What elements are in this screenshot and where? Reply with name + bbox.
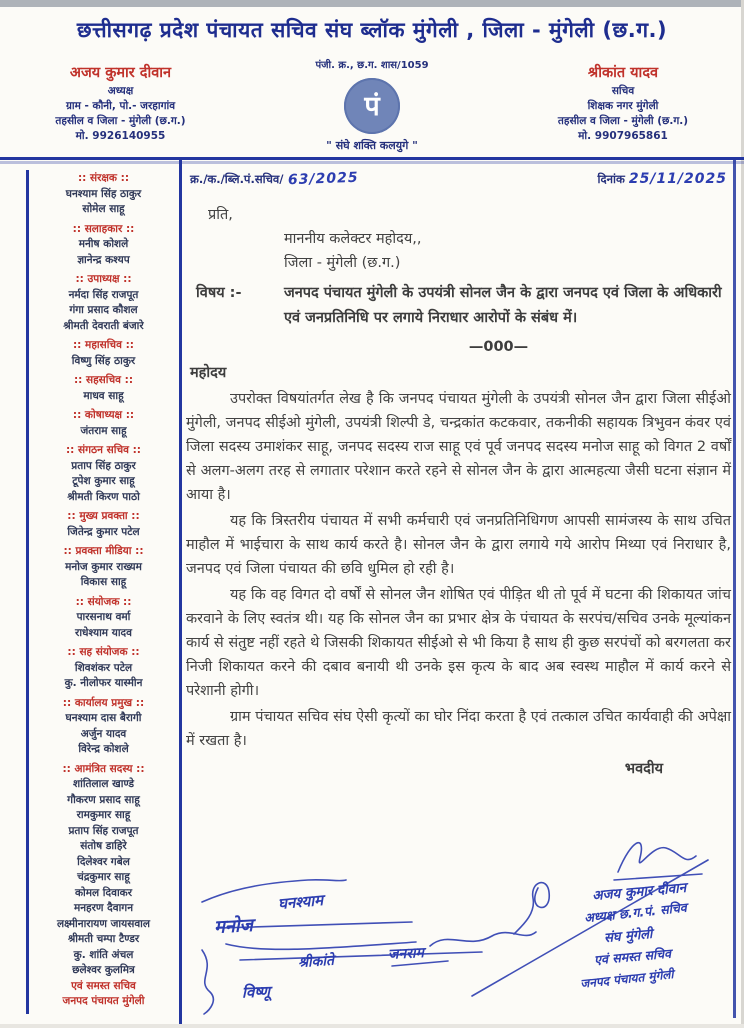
sidebar-line: श्रीमती देवराती बंजारे	[63, 319, 144, 332]
sidebar-line: नर्मदा सिंह राजपूत	[68, 288, 139, 301]
sidebar-line: संतोष डाहिरे	[80, 840, 127, 852]
subject-label: विषय :-	[196, 285, 242, 301]
sidebar-line: लक्ष्मीनारायण जायसवाल	[56, 917, 151, 930]
secretary-name: श्रीकांत यादव	[587, 65, 659, 81]
secretary-phone: मो. 9907965861	[578, 130, 668, 142]
sidebar-line: एवं समस्त सचिव	[71, 979, 136, 992]
sidebar-line: मनीष कोशले	[78, 238, 129, 250]
sidebar-line: रामकुमार साहू	[76, 809, 131, 821]
secretary-role: सचिव	[611, 85, 635, 97]
union-motto: " संघे शक्ति कलयुगे "	[326, 139, 418, 152]
letter-paragraph: यह कि वह विगत दो वर्षों से सोनल जैन शोषित एवं पीड़ित थी तो पूर्व में घटना की शिकायत जांच करवाने के लिए स्वतंत्र थी। यह कि सोनल जैन का प्रभार क्षेत्र के पंचायत के सरपंच/सचिव उनके मूल्यांकन कार्य से संतुष्ट नहीं रहते थे जिसकी शिकायत सीईओ से भी किया है साथ ही कुछ सरपंचों को बरगलता कर निजी शिकायत करने की दबाव बनायी थी उनके इस कृत्य के बाद अब स्वस्थ माहौल में कार्य करने से परेशानी होगी।	[186, 587, 731, 699]
sidebar-main-divider	[179, 158, 182, 1024]
organization-title: छत्तीसगढ़ प्रदेश पंचायत सचिव संघ ब्लॉक मुंगेली , जिला - मुंगेली (छ.ग.)	[76, 18, 668, 42]
president-name: अजय कुमार दीवान	[69, 65, 172, 81]
secretary-address-line2: तहसील व जिला - मुंगेली (छ.ग.)	[557, 115, 689, 127]
signature-name-left-4: जनराम	[387, 945, 425, 963]
sidebar-section-heading: :: उपाध्यक्ष ::	[75, 273, 132, 285]
sidebar-line: टूपेश कुमार साहू	[72, 475, 135, 487]
sidebar-section-heading: :: सह संयोजक ::	[67, 646, 140, 658]
sidebar-section-heading: :: महासचिव ::	[72, 339, 134, 351]
letter-paragraph: यह कि त्रिस्तरीय पंचायत में सभी कर्मचारी एवं जनप्रतिनिधिगण आपसी सामंजस्य के साथ उचित माहौल में भाईचारा के साथ कार्य करते है। सोनल जैन के द्वारा लगाये गये आरोप मिथ्या एवं निराधार है, जनपद एवं जिला पंचायत की छवि धुमिल हो रही है।	[186, 513, 731, 577]
sidebar-line: अर्जुन यादव	[80, 727, 127, 740]
sidebar-line: चंद्रकुमार साहू	[77, 871, 130, 883]
recipient-line1: माननीय कलेक्टर महोदय,,	[284, 231, 422, 247]
reference-row	[186, 161, 731, 191]
sidebar-line: जंतराम साहू	[80, 424, 127, 437]
sidebar-line: गौकरण प्रसाद साहू	[67, 793, 140, 806]
letter-paragraph: ग्राम पंचायत सचिव संघ ऐसी कृत्यों का घोर निंदा करता है एवं तत्काल उचित कार्यवाही की अपेक्षा में रखता है।	[186, 709, 731, 749]
signatures-area	[180, 830, 744, 1024]
sidebar-line: जितेन्द्र कुमार पटेल	[67, 525, 140, 538]
registration-number: पंजी. क्र., छ.ग. शास/1059	[315, 60, 429, 71]
sidebar-line: शांतिलाल खाण्डे	[72, 778, 135, 790]
sidebar-left-border	[26, 170, 29, 1014]
date-value-handwritten: 25/11/2025	[628, 171, 727, 187]
letter-paragraphs	[186, 387, 731, 753]
sidebar-section-heading: :: प्रवक्ता मीडिया ::	[63, 545, 144, 557]
reference-number	[190, 167, 358, 191]
sidebar-section-heading: :: कोषाध्यक्ष ::	[72, 409, 135, 421]
header-president-block	[28, 66, 213, 144]
signature-name-left-3: श्रीकांते	[297, 952, 335, 972]
signature-name-left-5: विष्णू	[241, 982, 271, 1002]
secretary-address-line1: शिक्षक नगर मुंगेली	[587, 100, 659, 112]
sidebar-section-heading: :: मुख्य प्रवक्ता ::	[67, 510, 140, 522]
sidebar-line: विष्णु सिंह ठाकुर	[71, 354, 136, 367]
recipient-line2: जिला - मुंगेली (छ.ग.)	[284, 255, 401, 271]
sidebar-line: मनोज कुमार राख्यम	[65, 560, 142, 573]
letter-paragraph: उपरोक्त विषयांतर्गत लेख है कि जनपद पंचायत मुंगेली के उपयंत्री सोनल जैन द्वारा जिला सीईओ मुंगेली, जनपद सीईओ मुंगेली, उपयंत्री शिल्पी डे, चन्द्रकांत कटकवार, तकनीकी सहायक त्रिभुवन कंवर एवं जिला सदस्य उमाशंकर साहू, जनपद सदस्य राज साहू एवं पूर्व जनपद सदस्य मनोज साहू को विगत 2 वर्षों से अलग-अलग तरह से लगातार परेशान करते रहने से सोनल जैन के द्वारा आत्महत्या जैसी घटना संज्ञान में आया है।	[186, 391, 731, 503]
signature-name-left-1: मनोज	[213, 914, 254, 938]
president-address-line2: तहसील व जिला - मुंगेली (छ.ग.)	[55, 115, 186, 127]
signature-scrawl	[180, 830, 744, 1024]
sidebar-section-heading: :: संयोजक ::	[75, 595, 132, 608]
sidebar-section-heading: :: संगठन सचिव ::	[65, 444, 142, 456]
section-divider: —000—	[468, 339, 529, 355]
subject-text: जनपद पंचायत मुंगेली के उपयंत्री सोनल जैन के द्वारा जनपद एवं जिला के अधिकारी एवं जनप्रतिनिधि पर लगाये निराधार आरोपों के संबंध में।	[284, 285, 722, 326]
sidebar-line: कोमल दिवाकर	[74, 886, 133, 899]
sidebar-line: विरेन्द्र कोशले	[78, 743, 129, 755]
letter-date	[598, 167, 727, 191]
sidebar-section-heading: :: सलाहकार ::	[72, 222, 135, 235]
sidebar-line: श्रीमती किरण पाठो	[67, 490, 140, 503]
letter-body	[186, 161, 731, 781]
sidebar-line: मनहरण दैवागन	[73, 902, 134, 914]
to-label: प्रति,	[208, 207, 233, 223]
sidebar-section-heading: :: कार्यालय प्रमुख ::	[62, 696, 145, 709]
sidebar-line: शिवशंकर पटेल	[74, 661, 133, 674]
reference-label: क्र./क./ब्लि.पं.सचिव/	[190, 172, 284, 186]
signature-right-line-4: एवं समस्त सचिव	[593, 945, 672, 968]
sidebar-line: कु. नीलोफर यास्मीन	[64, 677, 143, 689]
header-divider-rule	[0, 157, 744, 160]
president-role: अध्यक्ष	[107, 85, 134, 97]
sidebar-section-heading: :: संरक्षक ::	[77, 172, 130, 184]
closing-word: भवदीय	[624, 761, 663, 777]
president-phone: मो. 9926140955	[75, 130, 166, 142]
page-right-border	[733, 158, 736, 1018]
signature-right-line-3: संघ मुंगेली	[603, 926, 653, 947]
sidebar-line: पारसनाथ वर्मा	[76, 611, 131, 623]
sidebar-line: विकास साहू	[80, 576, 127, 588]
sidebar-line: जनपद पंचायत मुंगेली	[62, 995, 145, 1007]
sidebar-line: छलेश्वर कुलमित्र	[72, 964, 135, 976]
union-logo-icon: पं	[344, 78, 400, 134]
header-center-block	[272, 58, 472, 153]
scan-edge-top	[0, 0, 744, 7]
sidebar-line: श्रीमती चम्पा टैण्डर	[67, 933, 140, 945]
signature-right-line-5: जनपद पंचायत मुंगेली	[579, 967, 675, 991]
header-secretary-block	[528, 66, 718, 144]
office-bearers-sidebar	[30, 167, 177, 1022]
sidebar-section-heading: :: सहसचिव ::	[73, 374, 134, 386]
salutation: महोदय	[190, 365, 227, 381]
signature-right-line-2: अध्यक्ष छ.ग.पं. सचिव	[583, 899, 688, 926]
sidebar-line: कु. शांति अंचल	[73, 948, 134, 961]
sidebar-line: प्रताप सिंह राजपूत	[68, 824, 139, 837]
sidebar-line: ज्ञानेन्द्र कश्यप	[77, 253, 130, 266]
sidebar-section-heading: :: आमंत्रित सदस्य ::	[62, 762, 145, 775]
president-address-line1: ग्राम - कौनी, पो.- जरहागांव	[65, 100, 176, 112]
sidebar-line: सोमेल साहू	[82, 203, 125, 215]
sidebar-line: गंगा प्रसाद कौशल	[69, 304, 138, 316]
sidebar-line: घनश्याम दास बैरागी	[65, 712, 142, 724]
sidebar-line: माधव साहू	[83, 389, 124, 402]
signature-right-line-1: अजय कुमार दीवान	[591, 879, 687, 905]
reference-value-handwritten: 63/2025	[287, 169, 359, 189]
sidebar-line: दिलेश्वर गबेल	[77, 855, 130, 868]
subject-row	[186, 281, 731, 331]
sidebar-line: घनश्याम सिंह ठाकुर	[65, 187, 142, 200]
sidebar-line: राधेश्याम यादव	[75, 626, 132, 639]
date-label: दिनांक	[597, 172, 625, 186]
signature-name-left-2: घनश्याम	[277, 891, 324, 913]
sidebar-line: प्रताप सिंह ठाकुर	[71, 459, 136, 472]
